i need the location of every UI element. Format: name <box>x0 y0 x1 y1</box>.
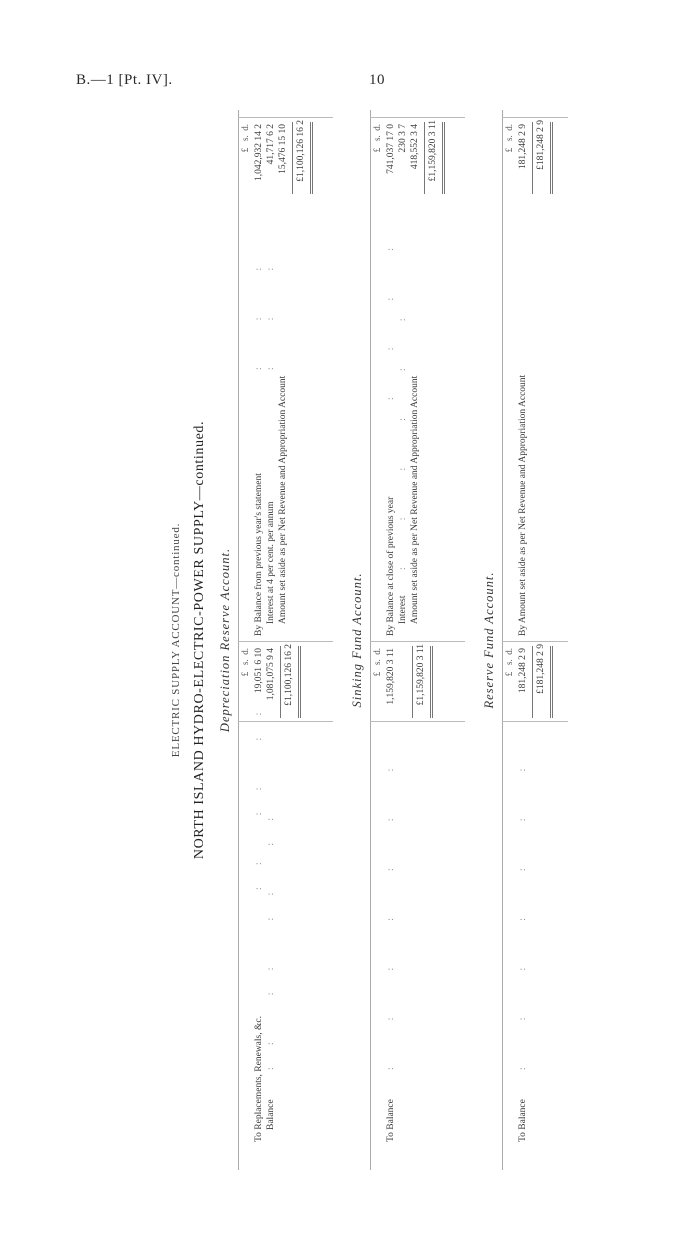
reserve-account: £ s. d. £ s. d. To Balance : : : : : : : 181,248 2 9 £181,248 2 9 By Amount set aside as per Net Revenue and Appropriation Account 181,248 2 9 £181,248 2 9 <box>502 110 568 1170</box>
reserve-title: Reserve Fund Account. <box>482 571 496 709</box>
page-header-left: B.—1 [Pt. IV]. <box>76 72 173 88</box>
debit-total: £1,100,126 16 2 <box>284 644 294 706</box>
credit-amount: 15,476 15 10 <box>278 124 288 174</box>
credit-amount: 741,037 17 0 <box>386 124 396 174</box>
credit-total: £1,159,820 3 11 <box>428 120 438 182</box>
debit-amount: 181,248 2 9 <box>518 648 528 694</box>
credit-label: Interest <box>398 595 408 624</box>
account-title: ELECTRIC SUPPLY ACCOUNT—continued. <box>170 522 182 758</box>
credit-label: By Amount set aside as per Net Revenue and Appropriation Account <box>518 374 528 636</box>
page-number: 10 <box>369 72 385 88</box>
credit-amount: 418,552 3 4 <box>410 124 420 170</box>
credit-label: Amount set aside as per Net Revenue and Appropriation Account <box>410 375 420 624</box>
credit-label: Amount set aside as per Net Revenue and Appropriation Account <box>278 375 288 624</box>
credit-amount: 230 3 7 <box>398 124 408 153</box>
credit-total: £1,100,126 16 2 <box>296 120 306 182</box>
debit-label: Balance <box>266 1099 276 1130</box>
debit-amount: 1,081,075 9 4 <box>266 648 276 701</box>
debit-amount: 19,051 6 10 <box>254 648 264 694</box>
debit-total: £1,159,820 3 11 <box>416 644 426 706</box>
debit-amount: 1,159,820 3 11 <box>386 648 396 705</box>
supply-title: NORTH ISLAND HYDRO-ELECTRIC-POWER SUPPLY—continued. <box>192 420 207 860</box>
credit-amount: 181,248 2 9 <box>518 124 528 170</box>
debit-label: To Replacements, Renewals, &c. <box>254 1016 264 1142</box>
debit-label: To Balance <box>386 1099 396 1142</box>
depreciation-title: Depreciation Reserve Account. <box>218 547 232 733</box>
credit-amount: 1,042,932 14 2 <box>254 124 264 181</box>
sinking-account: £ s. d. £ s. d. To Balance : : : : : : : 1,159,820 3 11 £1,159,820 3 11 By Balance at close of previous year : : : : 741,037 17 0 Interest : : : : : : 230 3 7 Amount set aside as per Net Revenue and Appropriation Account 418,552 3 4 £1,159,820 3 11 <box>370 110 465 1170</box>
credit-label: Interest at 4 per cent. per annum <box>266 501 276 624</box>
depreciation-account: £ s. d. £ s. d. To Replacements, Renewals, &c. : : : : : : 19,051 6 10 Balance : : : : : : : : 1,081,075 9 4 £1,100,126 16 2 By Balance from previous year's statement : : : 1,042,932 14 2 Interest at 4 per cent. per annum : : : 41,717 6 2 Amount set aside as per Net Revenue and Appropriation Account 15,476 15 10 £1,100,126 16 2 <box>238 110 333 1170</box>
debit-total: £181,248 2 9 <box>536 644 546 694</box>
rotated-ledger <box>170 110 568 1170</box>
credit-label: By Balance at close of previous year <box>386 496 396 636</box>
credit-label: By Balance from previous year's statement <box>254 473 264 636</box>
credit-amount: 41,717 6 2 <box>266 124 276 165</box>
debit-label: To Balance <box>518 1099 528 1142</box>
sinking-title: Sinking Fund Account. <box>350 572 364 708</box>
credit-total: £181,248 2 9 <box>536 120 546 170</box>
